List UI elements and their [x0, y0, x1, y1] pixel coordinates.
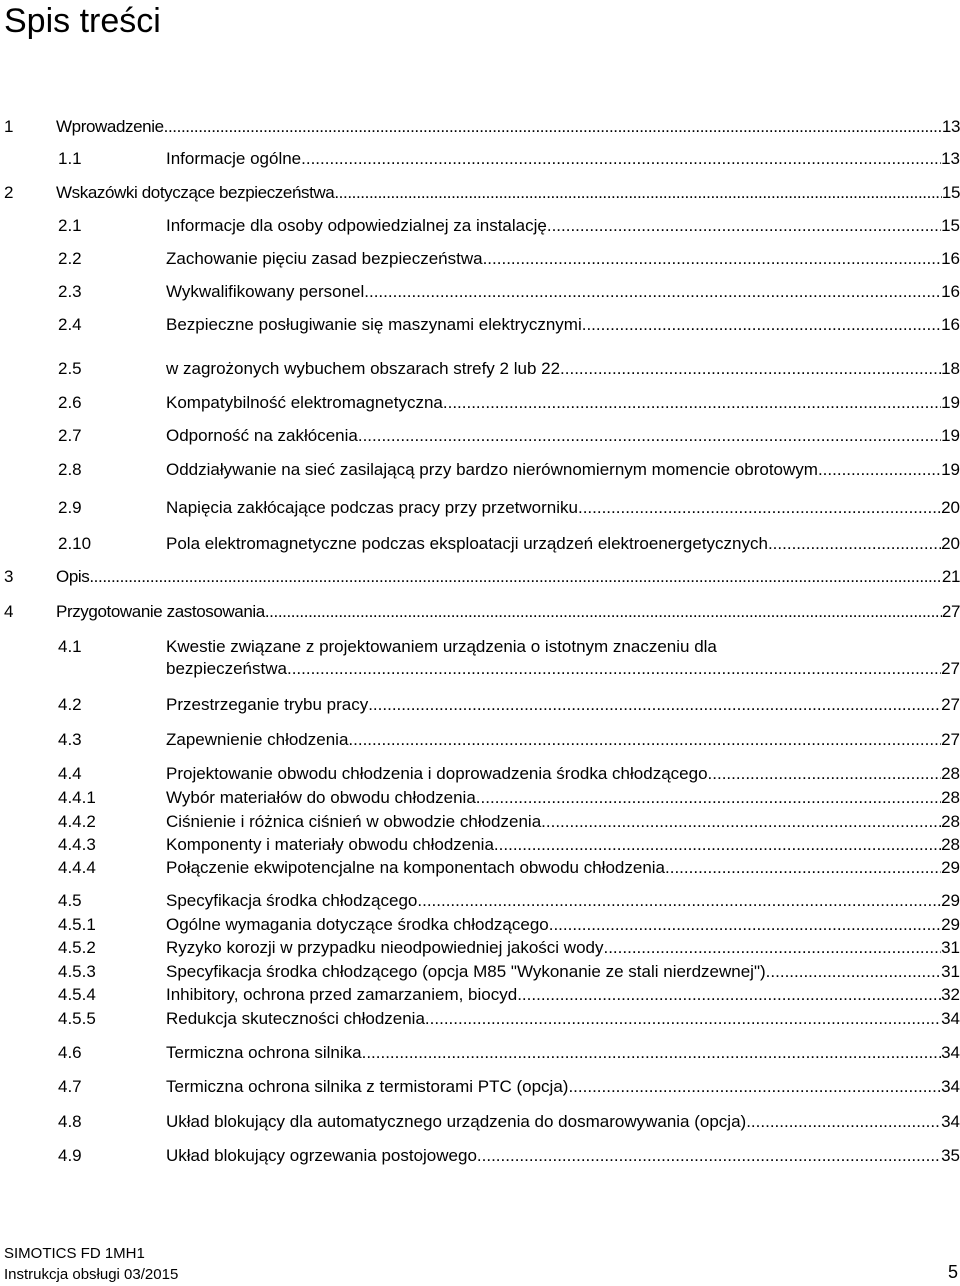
toc-entry-page: 15: [941, 183, 960, 202]
toc-entry-title: Termiczna ochrona silnika z termistorami PTC (opcja): [166, 1077, 569, 1096]
toc-entry[interactable]: [0, 1111, 960, 1137]
toc-entry[interactable]: [0, 636, 960, 682]
toc-leader-dots: [89, 566, 942, 588]
toc-entry[interactable]: [0, 890, 960, 916]
toc-entry-title: Ciśnienie i różnica ciśnień w obwodzie chłodzenia: [166, 812, 542, 831]
toc-entry[interactable]: [0, 248, 960, 274]
toc-entry-number: 4.5.2: [58, 938, 96, 957]
toc-entry-number: 2.5: [58, 359, 82, 378]
toc-entry-number: 4.7: [58, 1077, 82, 1096]
toc-entry-title: Ryzyko korozji w przypadku nieodpowiedniej jakości wody: [166, 938, 604, 957]
toc-entry-title: Zapewnienie chłodzenia: [166, 730, 349, 749]
toc-entry-page: 13: [941, 149, 960, 168]
toc-leader-dots: [287, 658, 941, 680]
toc-entry-title: Informacje dla osoby odpowiedzialnej za instalację: [166, 216, 547, 235]
toc-entry[interactable]: [0, 497, 960, 523]
toc-entry[interactable]: [0, 857, 960, 883]
toc-leader-dots: [746, 1111, 941, 1133]
toc-entry-title: Odporność na zakłócenia: [166, 426, 358, 445]
toc-entry[interactable]: [0, 1042, 960, 1068]
toc-entry-number: 4.4.2: [58, 812, 96, 831]
toc-entry-number: 4.4.4: [58, 858, 96, 877]
toc-entry-title-line1: Kwestie związane z projektowaniem urządzenia o istotnym znaczeniu dla: [166, 637, 717, 656]
toc-entry-number: 4.8: [58, 1112, 82, 1131]
toc-entry-title: Napięcia zakłócające podczas pracy przy przetworniku: [166, 498, 578, 517]
toc-entry[interactable]: [0, 601, 960, 627]
toc-entry-page: 34: [941, 1009, 960, 1028]
toc-entry[interactable]: [0, 182, 960, 208]
toc-entry[interactable]: [0, 937, 960, 963]
toc-entry-number: 2.3: [58, 282, 82, 301]
toc-entry-page: 34: [941, 1043, 960, 1062]
toc-entry-title: Pola elektromagnetyczne podczas eksploatacji urządzeń elektroenergetycznych: [166, 534, 768, 553]
toc-entry-page: 28: [941, 788, 960, 807]
toc-entry[interactable]: [0, 116, 960, 142]
toc-entry-page: 29: [941, 858, 960, 877]
toc-entry-page: 29: [941, 915, 960, 934]
toc-entry-number: 4.3: [58, 730, 82, 749]
toc-entry-title: Opis: [56, 567, 90, 586]
toc-entry-title: Wskazówki dotyczące bezpieczeństwa: [56, 183, 335, 202]
toc-entry-title: Projektowanie obwodu chłodzenia i doprowadzenia środka chłodzącego: [166, 764, 708, 783]
toc-entry-page: 27: [941, 730, 960, 749]
toc-entry[interactable]: [0, 729, 960, 755]
toc-entry[interactable]: [0, 533, 960, 559]
toc-leader-dots: [265, 601, 942, 623]
toc-entry-page: 29: [941, 891, 960, 910]
toc-entry[interactable]: [0, 148, 960, 174]
toc-leader-dots: [603, 937, 941, 959]
toc-entry-page: 16: [941, 315, 960, 334]
toc-entry-number: 4.5.4: [58, 985, 96, 1004]
toc-leader-dots: [483, 248, 942, 270]
toc-entry-title: Wybór materiałów do obwodu chłodzenia: [166, 788, 476, 807]
toc-entry[interactable]: [0, 787, 960, 813]
page-title: Spis treści: [4, 2, 161, 40]
toc-entry[interactable]: [0, 358, 960, 384]
toc-entry-number: 4.6: [58, 1043, 82, 1062]
toc-entry-title: Redukcja skuteczności chłodzenia: [166, 1009, 425, 1028]
toc-leader-dots: [476, 787, 941, 809]
toc-entry[interactable]: [0, 392, 960, 418]
footer-page-number: 5: [947, 1262, 958, 1282]
toc-leader-dots: [364, 281, 941, 303]
footer-manual: Instrukcja obsługi 03/2015: [4, 1266, 179, 1283]
toc-leader-dots: [818, 459, 941, 481]
toc-entry-page: 35: [941, 1146, 960, 1165]
toc-entry[interactable]: [0, 281, 960, 307]
toc-entry-number: 4.4: [58, 764, 82, 783]
toc-leader-dots: [368, 694, 941, 716]
toc-leader-dots: [665, 857, 941, 879]
toc-entry-title: Informacje ogólne: [166, 149, 302, 168]
toc-entry-number: 2.2: [58, 249, 82, 268]
toc-entry-page: 16: [941, 249, 960, 268]
toc-entry-page: 16: [941, 282, 960, 301]
toc-leader-dots: [301, 148, 941, 170]
toc-entry-title: Wprowadzenie: [56, 117, 164, 136]
toc-entry-number: 4.5.5: [58, 1009, 96, 1028]
toc-entry[interactable]: [0, 566, 960, 592]
toc-entry[interactable]: [0, 459, 960, 485]
toc-entry-page: 13: [941, 117, 960, 136]
toc-entry-page: 28: [941, 835, 960, 854]
toc-entry-number: 2.9: [58, 498, 82, 517]
toc-entry-number: 4.4.3: [58, 835, 96, 854]
toc-entry-title: Kompatybilność elektromagnetyczna: [166, 393, 443, 412]
toc-entry-title: Ogólne wymagania dotyczące środka chłodzącego: [166, 915, 549, 934]
toc-leader-dots: [766, 961, 941, 983]
toc-entry-number: 3: [4, 567, 14, 586]
toc-entry-title: Układ blokujący dla automatycznego urządzenia do dosmarowywania (opcja): [166, 1112, 747, 1131]
toc-entry-number: 2.4: [58, 315, 82, 334]
toc-entry[interactable]: [0, 425, 960, 451]
toc-entry-number: 2: [4, 183, 14, 202]
toc-entry-title: Oddziaływanie na sieć zasilającą przy bardzo nierównomiernym momencie obrotowym: [166, 460, 818, 479]
toc-entry-title: w zagrożonych wybuchem obszarach strefy 2 lub 22: [166, 359, 561, 378]
toc-entry[interactable]: [0, 1145, 960, 1171]
toc-entry-page: 27: [941, 659, 960, 678]
toc-leader-dots: [348, 729, 941, 751]
toc-leader-dots: [560, 358, 941, 380]
toc-entry-page: 19: [941, 393, 960, 412]
toc-leader-dots: [443, 392, 941, 414]
toc-entry-page: 20: [941, 534, 960, 553]
toc-leader-dots: [334, 182, 942, 204]
toc-entry-page: 21: [941, 567, 960, 586]
toc-entry-page: 15: [941, 216, 960, 235]
toc-entry-page: 19: [941, 426, 960, 445]
toc-entry-title: Zachowanie pięciu zasad bezpieczeństwa: [166, 249, 483, 268]
toc-entry-page: 28: [941, 764, 960, 783]
toc-entry-number: 4.5.1: [58, 915, 96, 934]
toc-entry-title: Układ blokujący ogrzewania postojowego: [166, 1146, 477, 1165]
footer-product: SIMOTICS FD 1MH1: [4, 1245, 145, 1262]
toc-leader-dots: [164, 116, 942, 138]
toc-entry-number: 4.2: [58, 695, 82, 714]
toc-entry-title: Przestrzeganie trybu pracy: [166, 695, 369, 714]
toc-entry[interactable]: [0, 763, 960, 789]
toc-entry-title: Połączenie ekwipotencjalne na komponentach obwodu chłodzenia: [166, 858, 666, 877]
toc-entry-page: 34: [941, 1077, 960, 1096]
toc-entry-page: 27: [941, 602, 960, 621]
toc-leader-dots: [494, 834, 941, 856]
toc-leader-dots: [768, 533, 941, 555]
toc-entry-number: 2.1: [58, 216, 82, 235]
toc-leader-dots: [578, 497, 941, 519]
toc-leader-dots: [517, 984, 941, 1006]
toc-entry-number: 2.7: [58, 426, 82, 445]
toc-leader-dots: [568, 1076, 941, 1098]
toc-entry-page: 34: [941, 1112, 960, 1131]
toc-entry-page: 18: [941, 359, 960, 378]
toc-entry-title: Przygotowanie zastosowania: [56, 602, 265, 621]
toc-leader-dots: [417, 890, 941, 912]
toc-entry-number: 1.1: [58, 149, 82, 168]
toc-entry-page: 19: [941, 460, 960, 479]
toc-entry-number: 2.8: [58, 460, 82, 479]
toc-entry-number: 2.10: [58, 534, 92, 553]
toc-entry-title: Wykwalifikowany personel: [166, 282, 365, 301]
toc-entry-page: 27: [941, 695, 960, 714]
toc-entry-number: 1: [4, 117, 14, 136]
toc-leader-dots: [708, 763, 942, 785]
toc-entry-page: 31: [941, 962, 960, 981]
toc-leader-dots: [477, 1145, 941, 1167]
toc-entry-title: Komponenty i materiały obwodu chłodzenia: [166, 835, 494, 854]
toc-entry-page: 31: [941, 938, 960, 957]
toc-entry-page: 28: [941, 812, 960, 831]
toc-entry-title: bezpieczeństwa: [166, 659, 287, 678]
toc-entry-number: 4.5: [58, 891, 82, 910]
toc-entry[interactable]: [0, 984, 960, 1010]
toc-leader-dots: [541, 811, 941, 833]
toc-leader-dots: [425, 1008, 941, 1030]
toc-leader-dots: [547, 215, 941, 237]
toc-entry-title: Specyfikacja środka chłodzącego (opcja M85 "Wykonanie ze stali nierdzewnej"): [166, 962, 766, 981]
toc-entry-title: Inhibitory, ochrona przed zamarzaniem, biocyd: [166, 985, 518, 1004]
toc-entry-page: 32: [941, 985, 960, 1004]
toc-leader-dots: [358, 425, 941, 447]
toc-entry-number: 4.1: [58, 637, 82, 656]
toc-entry-page: 20: [941, 498, 960, 517]
toc-entry-title: Specyfikacja środka chłodzącego: [166, 891, 418, 910]
toc-entry-number: 4.5.3: [58, 962, 96, 981]
toc-entry[interactable]: [0, 694, 960, 720]
toc-entry[interactable]: [0, 314, 960, 340]
toc-leader-dots: [582, 314, 941, 336]
toc-entry[interactable]: [0, 1008, 960, 1034]
toc-entry[interactable]: [0, 1076, 960, 1102]
toc-leader-dots: [362, 1042, 941, 1064]
toc-entry-number: 4: [4, 602, 14, 621]
toc-leader-dots: [549, 914, 941, 936]
toc-entry-number: 2.6: [58, 393, 82, 412]
toc-entry-number: 4.4.1: [58, 788, 96, 807]
toc-entry-title: Termiczna ochrona silnika: [166, 1043, 362, 1062]
toc-entry-number: 4.9: [58, 1146, 82, 1165]
toc-entry[interactable]: [0, 215, 960, 241]
toc-entry-title: Bezpieczne posługiwanie się maszynami elektrycznymi: [166, 315, 582, 334]
